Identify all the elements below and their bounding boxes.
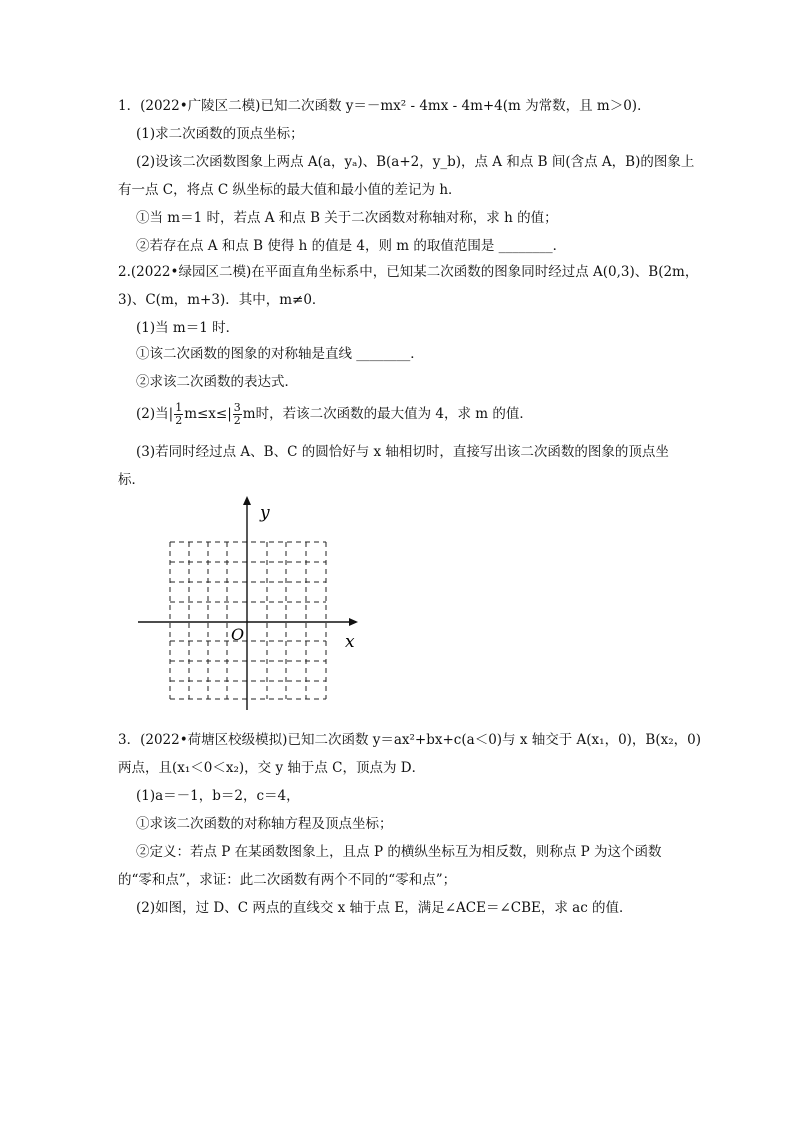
problem-1-part-2: (2)设该二次函数图象上两点 A(a，yₐ)、B(a+2，y_b)，点 A 和点 B 间(含点 A，B)的图象上 <box>136 154 695 170</box>
problem-3-sub-2: ②定义：若点 P 在某函数图象上，且点 P 的横纵坐标互为相反数，则称点 P 为这个函数 <box>136 844 662 860</box>
problem-2-sub-1: ①该二次函数的图象的对称轴是直线 ________． <box>136 346 424 362</box>
problem-1-stem: 1．(2022•广陵区二模)已知二次函数 y＝－mx² - 4mx - 4m+4(m 为常数，且 m＞0)． <box>118 98 651 114</box>
inequality-suffix: m <box>242 406 256 422</box>
problem-3-stem: 3．(2022•荷塘区校级模拟)已知二次函数 y＝ax²+bx+c(a＜0)与 x 轴交于 A(x₁，0)，B(x₂，0) <box>118 732 701 748</box>
problem-1-sub-2: ②若存在点 A 和点 B 使得 h 的值是 4，则 m 的取值范围是 ________． <box>136 238 567 254</box>
problem-2-stem-cont: 3)、C(m，m+3)．其中，m≠0． <box>118 292 326 308</box>
y-axis-label: y <box>260 503 270 523</box>
problem-1-part-1: (1)求二次函数的顶点坐标； <box>136 126 304 142</box>
x-axis <box>138 618 358 626</box>
fraction-three-halves: $\frac{3}{2}$ <box>233 401 241 427</box>
problem-2-sub-2: ②求该二次函数的表达式． <box>136 374 298 390</box>
inequality-middle: m≤x≤ <box>184 406 228 422</box>
y-axis <box>243 496 251 710</box>
problem-3-part-1: (1)a＝－1，b＝2，c＝4， <box>136 788 300 804</box>
problem-1-part-2-cont: 有一点 C，将点 C 纵坐标的最大值和最小值的差记为 h． <box>118 182 462 198</box>
part-2-text: 时，若该二次函数的最大值为 4，求 m 的值． <box>255 406 533 422</box>
problem-3-stem-cont: 两点，且(x₁＜0＜x₂)，交 y 轴于点 C，顶点为 D． <box>118 760 426 776</box>
problem-3-sub-1: ①求该二次函数的对称轴方程及顶点坐标； <box>136 816 393 832</box>
dashed-grid <box>170 542 326 699</box>
origin-label: O <box>231 625 245 644</box>
part-2-prefix: (2)当 <box>136 406 169 422</box>
problem-2-part-3-cont: 标． <box>118 472 145 488</box>
problem-2-part-3: (3)若同时经过点 A、B、C 的圆恰好与 x 轴相切时，直接写出该二次函数的图象的顶点坐 <box>136 444 669 460</box>
fraction-one-half: $\frac{1}{2}$ <box>175 401 183 427</box>
problem-3-sub-2-cont: 的“零和点”，求证：此二次函数有两个不同的“零和点”； <box>118 872 457 888</box>
problem-2-part-1: (1)当 m＝1 时． <box>136 320 240 336</box>
problem-3-part-2: (2)如图，过 D、C 两点的直线交 x 轴于点 E，满足∠ACE＝∠CBE，求 ac 的值． <box>136 900 633 916</box>
x-axis-label: x <box>345 632 355 652</box>
coordinate-grid-figure <box>130 490 370 712</box>
problem-2-stem: 2.(2022•绿园区二模)在平面直角坐标系中，已知某二次函数的图象同时经过点 A(0,3)、B(2m， <box>118 264 699 280</box>
problem-2-part-2: (2)当| $\frac{1}{2}$ m≤x≤| $\frac{3}{2}$ m时，若该二次函数的最大值为 4，求 m 的值． <box>136 401 533 427</box>
problem-1-sub-1: ①当 m＝1 时，若点 A 和点 B 关于二次函数对称轴对称，求 h 的值； <box>136 210 558 226</box>
